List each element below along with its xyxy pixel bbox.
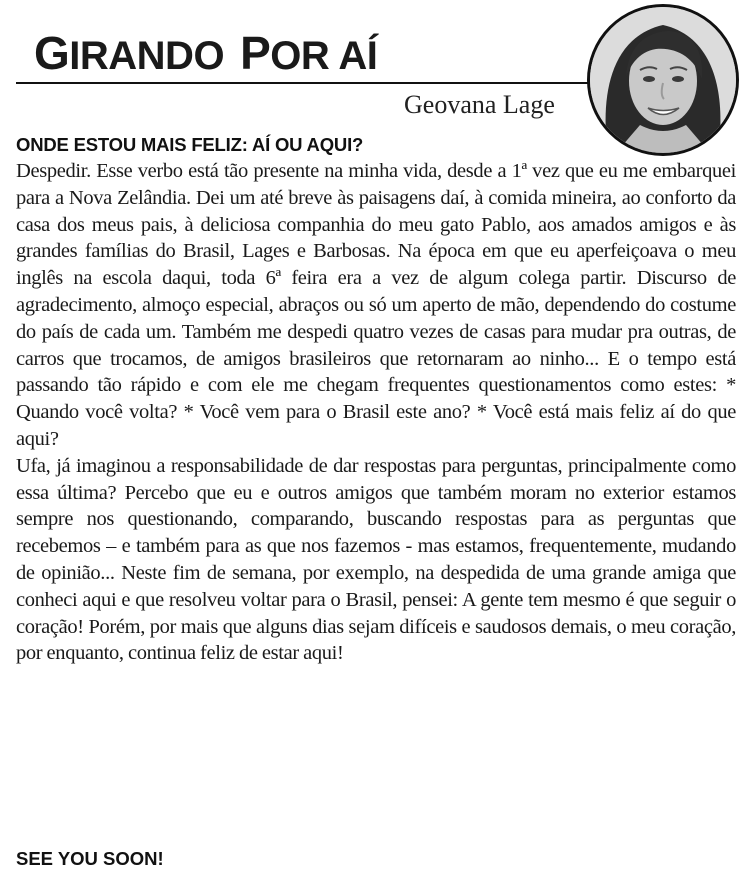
article-body: [16, 158, 736, 667]
column-title-initial-2: P: [240, 27, 271, 79]
article-paragraph-2: Ufa, já imaginou a responsabilidade de dar respostas para perguntas, principalmente como essa última? Percebo que eu e outros amigos que também moram no exterior estamos sempre nos questionando, comparando, buscando respostas para as perguntas que recebemos – e também para as que nos fazemos - mas estamos, frequentemente, mudando de opinião... Neste fim de semana, por exemplo, na despedida de uma grande amiga que conheci aqui e que resolveu voltar para o Brasil, pensei: A gente tem mesmo é que seguir o coração! Porém, por mais que alguns dias sejam difíceis e saudosos demais, o meu coração, por enquanto, continua feliz de estar aqui!: [16, 454, 736, 665]
column-title-rest-1: IRANDO: [69, 34, 225, 78]
column-title-rest-2: OR AÍ: [270, 34, 378, 78]
author-byline: Geovana Lage: [404, 90, 555, 119]
article-headline: ONDE ESTOU MAIS FELIZ: AÍ OU AQUI?: [16, 134, 364, 155]
title-divider: [16, 82, 596, 84]
author-portrait-icon: [587, 4, 739, 156]
column-title-initial-1: G: [34, 27, 70, 79]
article-paragraph-1: Despedir. Esse verbo está tão presente na minha vida, desde a 1ª vez que eu me embarquei para a Nova Zelândia. Dei um até breve às paisagens daí, à comida mineira, ao conforto da casa dos meus pais, à deliciosa companhia do meu gato Pablo, aos amados amigos e às grandes famílias do Brasil, Lages e Barbosas. Na época em que eu aperfeiçoava o meu inglês na escola daqui, toda 6ª feira era a vez de algum colega partir. Discurso de agradecimento, almoço especial, abraços ou só um aperto de mão, dependendo do costume do país de cada um. Também me despedi quatro vezes de casas para mudar pra outras, de carros que trocamos, de amigos brasileiros que retornaram ao ninho... E o tempo está passando tão rápido e com ele me chegam frequentes questionamentos como estes: * Quando você volta? * Você vem para o Brasil este ano? * Você está mais feliz aí do que aqui?: [16, 160, 736, 450]
column-title: [34, 27, 378, 79]
article-signoff: SEE YOU SOON!: [16, 848, 164, 869]
